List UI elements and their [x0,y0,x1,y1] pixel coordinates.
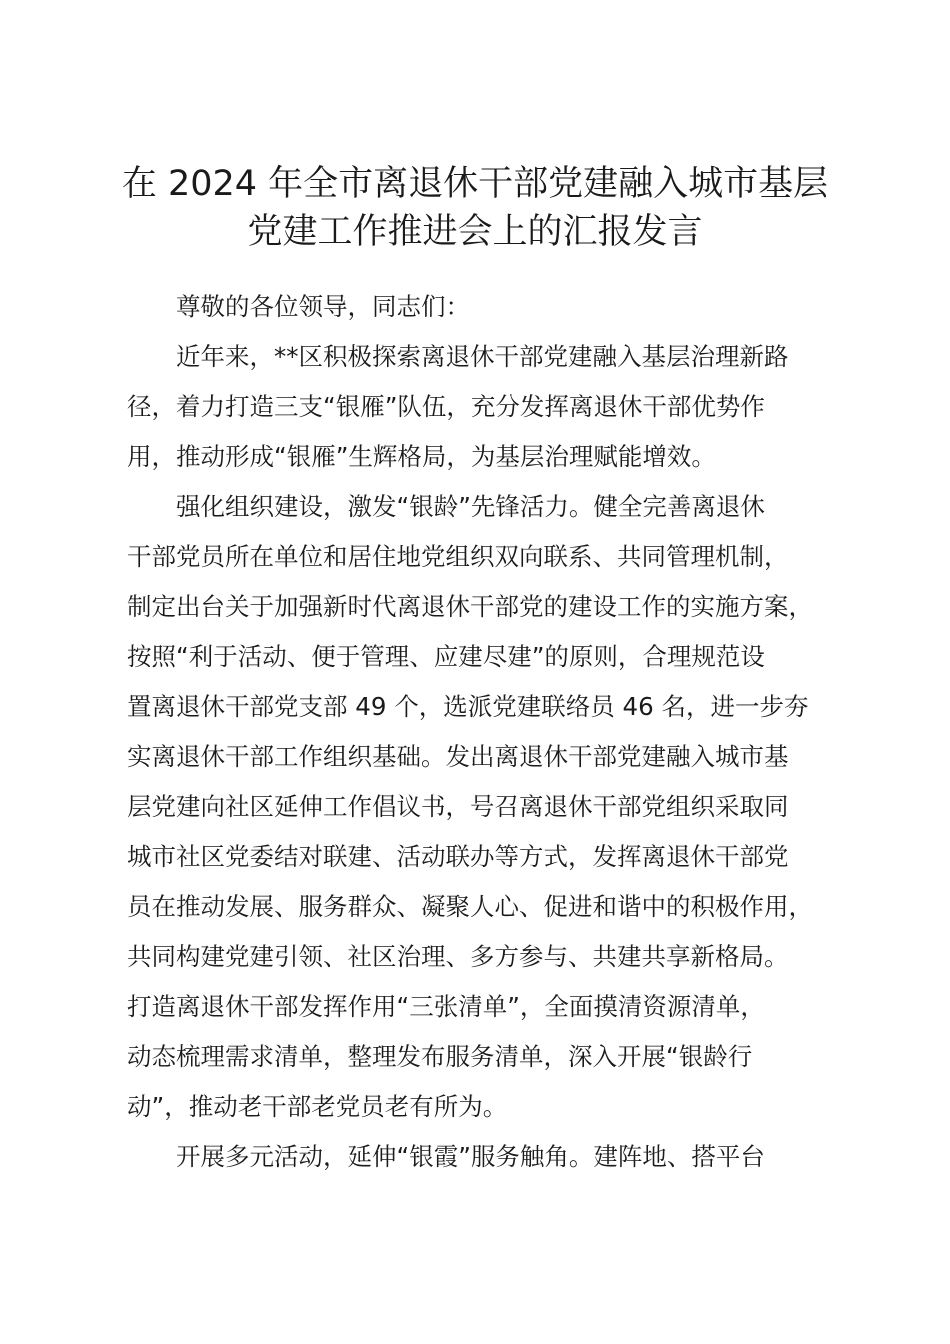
text-line: 打造离退休干部发挥作用“三张清单”，全面摸清资源清单， [127,992,765,1021]
text-line: 实离退休干部工作组织基础。发出离退休干部党建融入城市基 [127,742,789,771]
activities-paragraph [127,1132,835,1182]
text-line: 开展多元活动，延伸“银霞”服务触角。建阵地、搭平台 [176,1142,765,1171]
document-body [127,282,835,1182]
text-line: 置离退休干部党支部 49 个，选派党建联络员 46 名，进一步夯 [127,692,809,721]
salutation-paragraph [127,282,835,332]
text-line: 径，着力打造三支“银雁”队伍，充分发挥离退休干部优势作 [127,392,765,421]
text-line: 干部党员所在单位和居住地党组织双向联系、共同管理机制， [127,542,789,571]
organization-paragraph [127,482,835,1132]
text-line: 动”，推动老干部老党员老有所为。 [127,1092,508,1121]
text-line: 层党建向社区延伸工作倡议书，号召离退休干部党组织采取同 [127,792,789,821]
intro-paragraph [127,332,835,482]
text-line: 尊敬的各位领导，同志们： [176,292,470,321]
title-line: 党建工作推进会上的汇报发言 [247,212,703,252]
text-line: 员在推动发展、服务群众、凝聚人心、促进和谐中的积极作用， [127,892,813,921]
text-line: 近年来，**区积极探索离退休干部党建融入基层治理新路 [176,342,789,371]
text-line: 按照“利于活动、便于管理、应建尽建”的原则，合理规范设 [127,642,765,671]
text-line: 动态梳理需求清单，整理发布服务清单，深入开展“银龄行 [127,1042,753,1071]
text-line: 用，推动形成“银雁”生辉格局，为基层治理赋能增效。 [127,442,716,471]
document-title [100,160,850,256]
text-line: 制定出台关于加强新时代离退休干部党的建设工作的实施方案， [127,592,813,621]
text-line: 共同构建党建引领、社区治理、多方参与、共建共享新格局。 [127,942,789,971]
text-line: 强化组织建设，激发“银龄”先锋活力。健全完善离退休 [176,492,765,521]
title-line: 在 2024 年全市离退休干部党建融入城市基层 [121,164,829,204]
text-line: 城市社区党委结对联建、活动联办等方式，发挥离退休干部党 [127,842,789,871]
